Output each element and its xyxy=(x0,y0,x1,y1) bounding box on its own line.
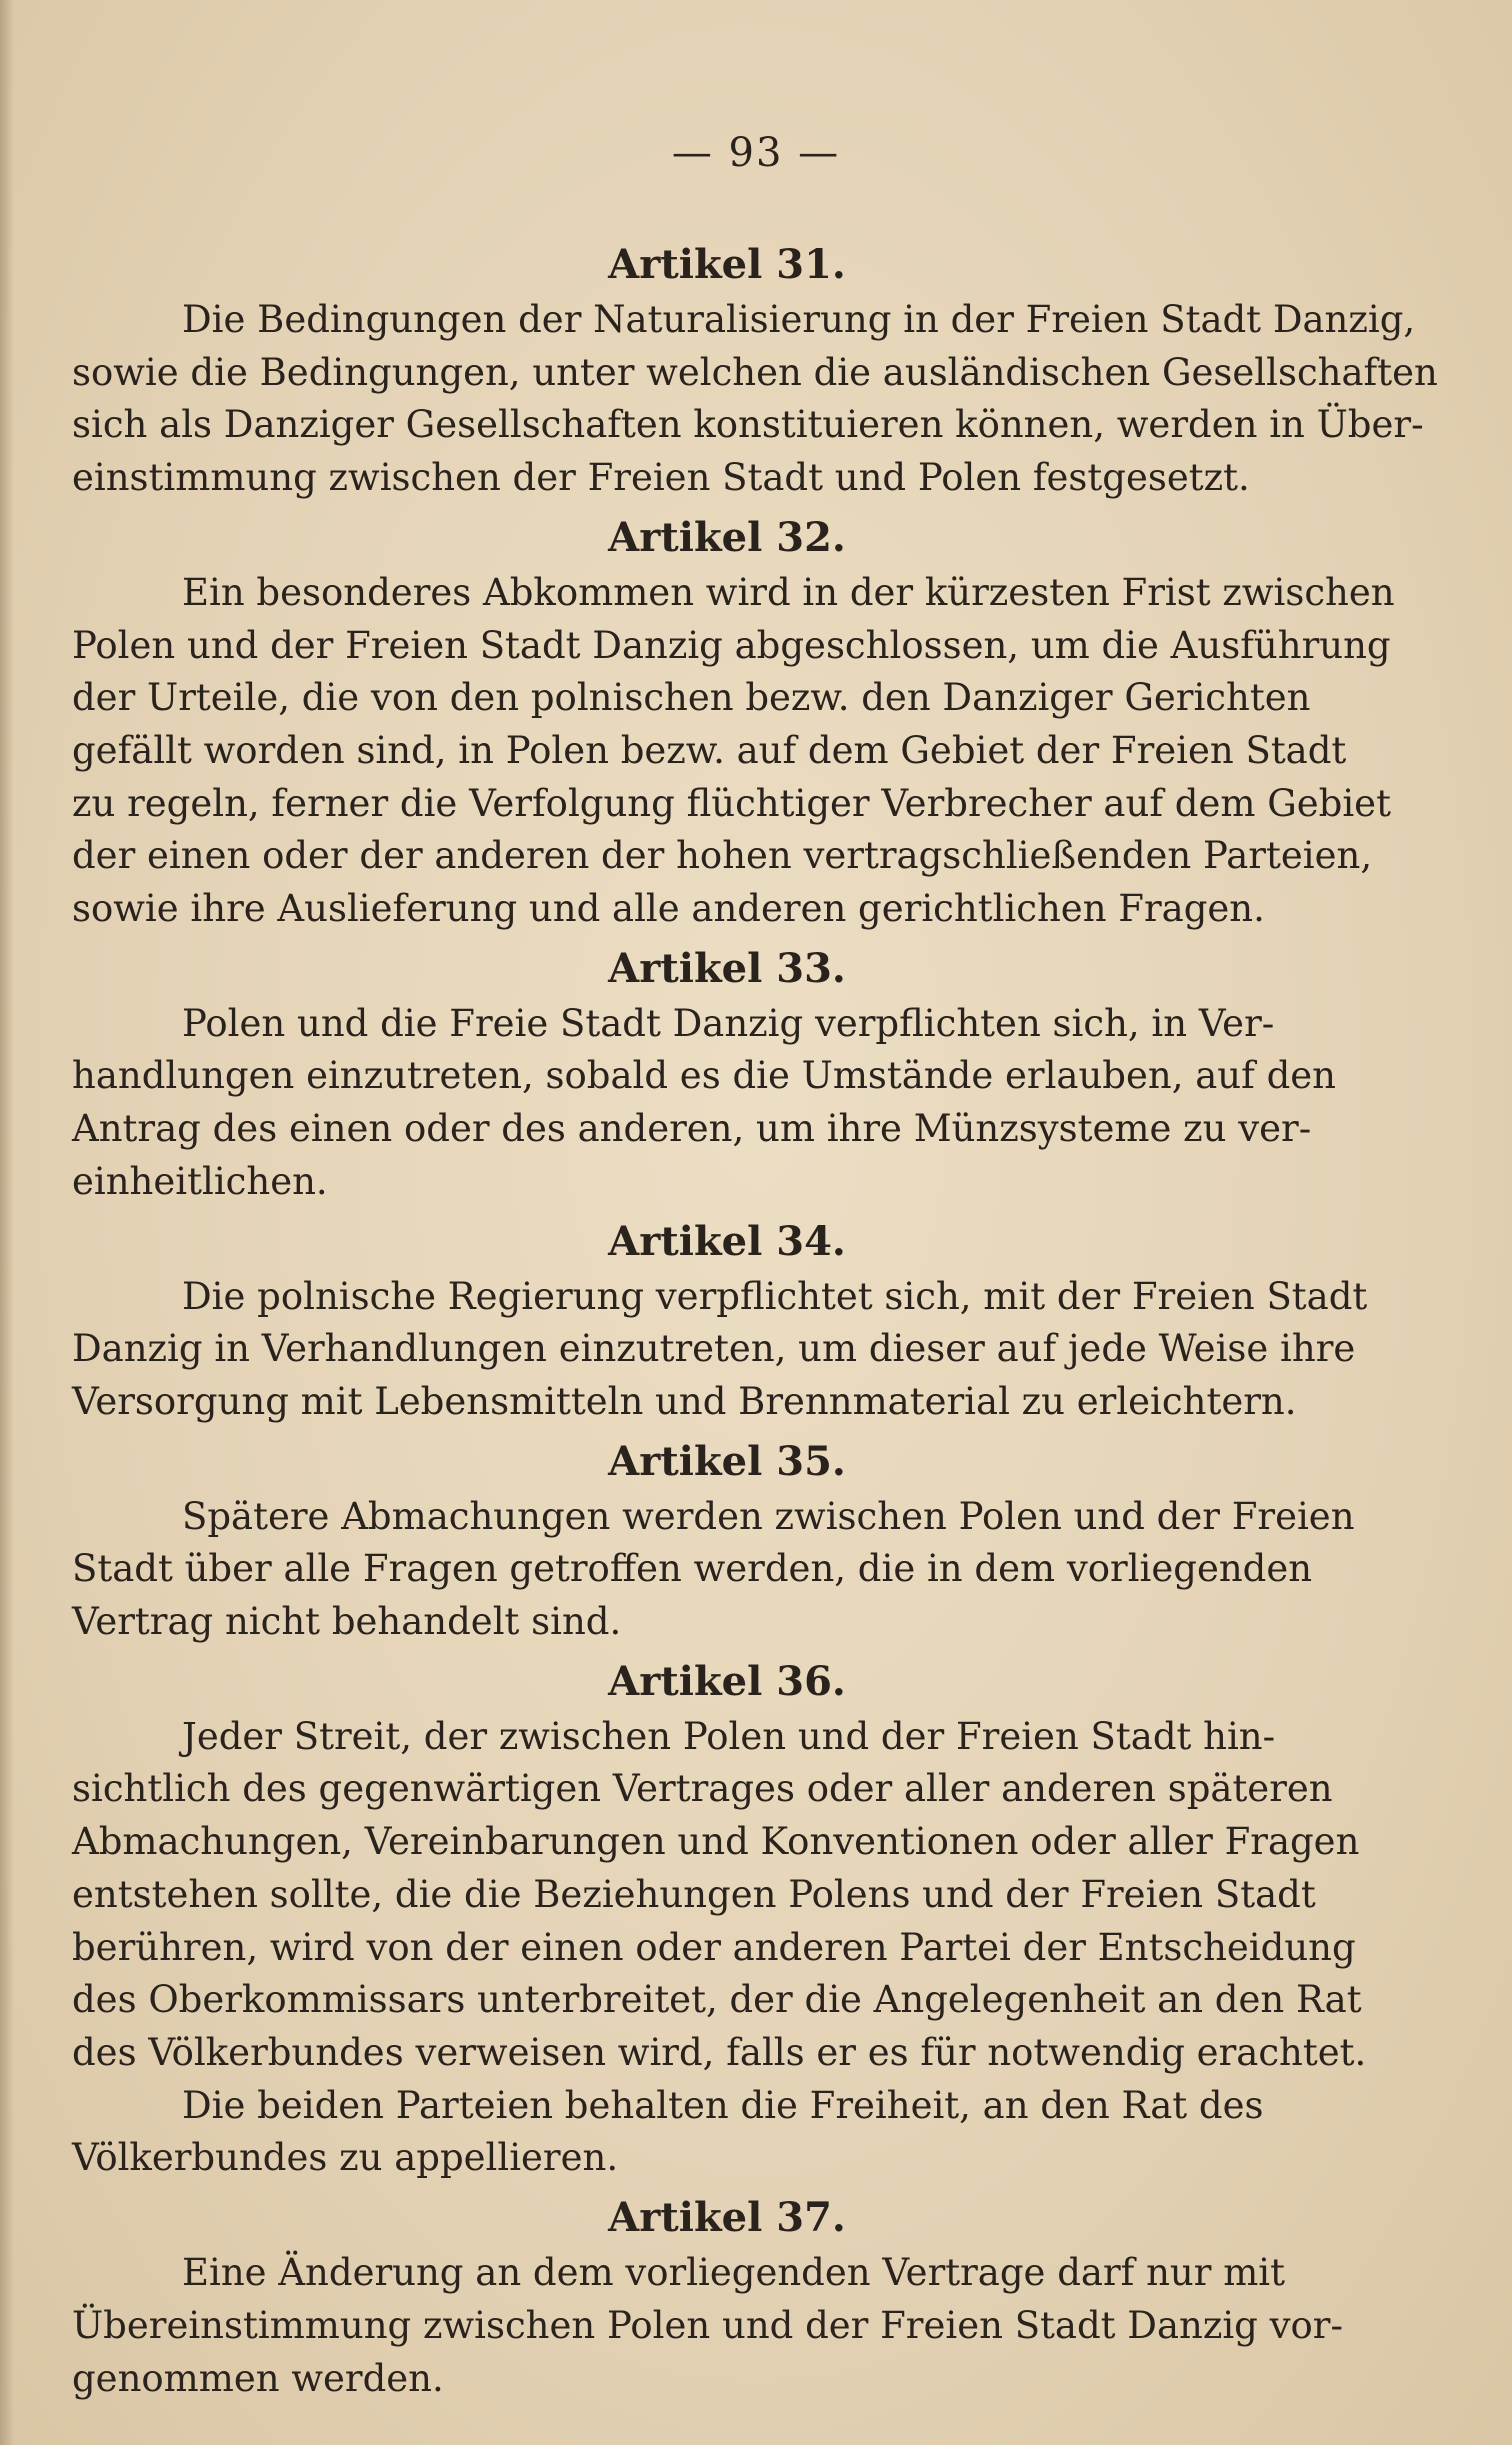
page-number: — 93 — xyxy=(671,130,841,176)
article-title: Artikel 31. xyxy=(608,241,846,288)
text-line: sichtlich des gegenwärtigen Vertrages oder aller anderen späteren xyxy=(72,1767,1333,1811)
text-line: sowie ihre Auslieferung und alle anderen gerichtlichen Fragen. xyxy=(72,887,1265,931)
article-paragraph xyxy=(72,998,1382,1209)
article-paragraph xyxy=(72,294,1438,505)
text-line: Danzig in Verhandlungen einzutreten, um dieser auf jede Weise ihre xyxy=(72,1327,1356,1371)
text-line: Polen und der Freien Stadt Danzig abgeschlossen, um die Ausführung xyxy=(72,623,1391,667)
page-edge-shadow xyxy=(0,0,14,2445)
article-title: Artikel 36. xyxy=(608,1657,846,1705)
text-line: berühren, wird von der einen oder anderen Partei der Entscheidung xyxy=(72,1925,1356,1969)
article-title: Artikel 33. xyxy=(608,944,846,992)
text-line: sich als Danziger Gesellschaften konstituieren können, werden in Über- xyxy=(72,403,1424,447)
text-line: Eine Änderung an dem vorliegenden Vertrage darf nur mit xyxy=(182,2251,1285,2295)
text-line: der Urteile, die von den polnischen bezw. den Danziger Gerichten xyxy=(72,676,1311,720)
text-line: zu regeln, ferner die Verfolgung flüchtiger Verbrecher auf dem Gebiet xyxy=(72,781,1391,825)
text-line: einheitlichen. xyxy=(72,1159,328,1203)
article-paragraph xyxy=(72,2080,1382,2185)
article-paragraph xyxy=(72,1271,1382,1429)
text-line: Spätere Abmachungen werden zwischen Polen und der Freien xyxy=(182,1494,1355,1538)
text-line: Abmachungen, Vereinbarungen und Konventionen oder aller Fragen xyxy=(72,1820,1360,1864)
text-line: Völkerbundes zu appellieren. xyxy=(72,2136,619,2180)
text-line: Vertrag nicht behandelt sind. xyxy=(72,1600,622,1644)
text-line: sowie die Bedingungen, unter welchen die ausländischen Gesellschaften xyxy=(72,350,1438,394)
page-body xyxy=(72,232,1438,2405)
text-line: des Völkerbundes verweisen wird, falls er es für notwendig erachtet. xyxy=(72,2030,1367,2074)
article-title: Artikel 35. xyxy=(608,1437,846,1485)
article-paragraph xyxy=(72,2247,1382,2405)
article-title: Artikel 37. xyxy=(608,2194,846,2242)
text-line: genommen werden. xyxy=(72,2356,444,2400)
text-line: gefällt worden sind, in Polen bezw. auf dem Gebiet der Freien Stadt xyxy=(72,728,1347,772)
text-line: einstimmung zwischen der Freien Stadt und Polen festgesetzt. xyxy=(72,456,1250,500)
text-line: Die Bedingungen der Naturalisierung in der Freien Stadt Danzig, xyxy=(182,298,1416,341)
text-line: der einen oder der anderen der hohen vertragschließenden Parteien, xyxy=(72,834,1373,878)
text-line: Die polnische Regierung verpflichtet sich, mit der Freien Stadt xyxy=(182,1274,1368,1318)
text-line: Ein besonderes Abkommen wird in der kürzesten Frist zwischen xyxy=(182,570,1395,614)
text-line: Jeder Streit, der zwischen Polen und der Freien Stadt hin- xyxy=(182,1714,1276,1758)
text-line: Stadt über alle Fragen getroffen werden, die in dem vorliegenden xyxy=(72,1547,1313,1591)
text-line: handlungen einzutreten, sobald es die Umstände erlauben, auf den xyxy=(72,1054,1336,1098)
text-line: Übereinstimmung zwischen Polen und der Freien Stadt Danzig vor- xyxy=(72,2303,1343,2347)
article-title: Artikel 34. xyxy=(608,1217,846,1265)
text-line: Die beiden Parteien behalten die Freiheit, an den Rat des xyxy=(182,2083,1264,2127)
article-title: Artikel 32. xyxy=(608,513,846,561)
text-line: Antrag des einen oder des anderen, um ihre Münzsysteme zu ver- xyxy=(72,1107,1312,1151)
text-line: Versorgung mit Lebensmitteln und Brennmaterial zu erleichtern. xyxy=(72,1379,1297,1423)
article-paragraph xyxy=(72,1711,1382,2080)
text-line: Polen und die Freie Stadt Danzig verpflichten sich, in Ver- xyxy=(182,1001,1275,1045)
article-paragraph xyxy=(72,567,1395,936)
text-line: entstehen sollte, die die Beziehungen Polens und der Freien Stadt xyxy=(72,1872,1316,1916)
text-line: des Oberkommissars unterbreitet, der die Angelegenheit an den Rat xyxy=(72,1978,1362,2022)
article-paragraph xyxy=(72,1491,1382,1649)
